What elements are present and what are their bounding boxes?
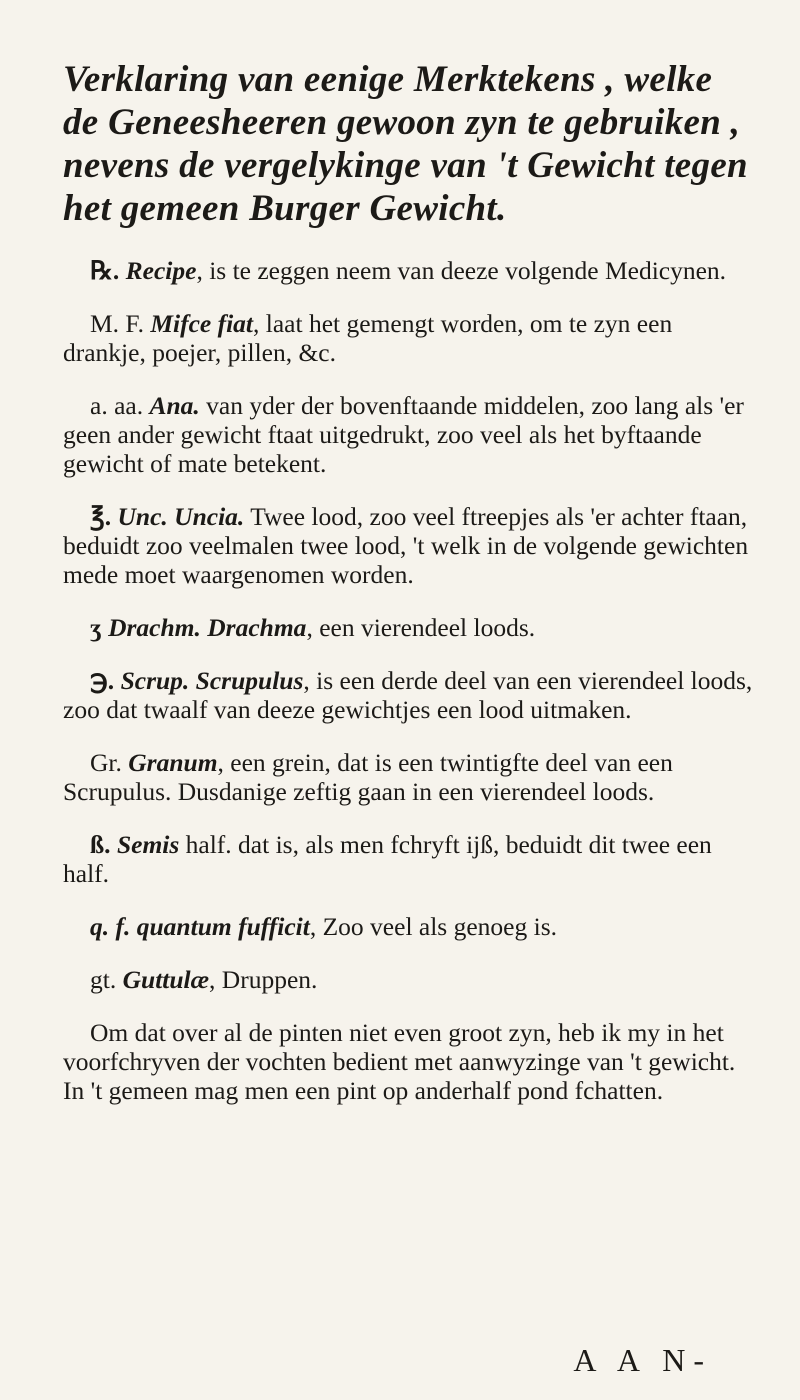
entry-symbol: a. aa. [90,391,144,420]
entry-quantum-sufficit [63,912,760,941]
entry-symbol: gt. [90,965,117,994]
title-line: Verklaring van eenige Merktekens , welke [63,59,713,100]
entry-symbol: ℈. [90,666,115,695]
entry-text: , is een derde deel van een vierendeel loods, zoo dat twaalf van deeze gewichtjes een lood uitmaken. [63,666,753,724]
entry-symbol: q. [90,912,110,941]
entry-term: Drachm. Drachma [108,613,307,642]
entry-recipe [63,256,760,285]
entry-term: Recipe [125,256,197,285]
entry-drachma [63,613,760,642]
title-line: de Geneesheeren gewoon zyn te gebruiken , [63,102,741,143]
entry-scrupulus [63,666,760,724]
entry-term: Guttulæ [122,965,210,994]
entry-guttulae [63,965,760,994]
entry-text: , Zoo veel als genoeg is. [309,912,558,941]
entry-term: Ana. [149,391,200,420]
title-line: nevens de vergelykinge van 't Gewicht tegen [63,145,748,186]
entry-misce-fiat [63,309,760,367]
entry-text: , laat het gemengt worden, om te zyn een drankje, poejer, pillen, &c. [63,309,673,367]
entry-text: van yder der bovenftaande middelen, zoo lang als 'er geen ander gewicht ftaat uitgedrukt, zoo veel als het byftaande gewicht of mate betekent. [63,391,744,478]
entry-symbol: Gr. [90,748,122,777]
entry-symbol: ℞. [90,256,120,285]
entry-symbol: M. F. [90,309,144,338]
entry-granum [63,748,760,806]
closing-paragraph: Om dat over al de pinten niet even groot zyn, heb ik my in het voorfchryven der vochten bedient met aanwyzinge van 't gewicht. In 't gemeen mag men een pint op anderhalf pond fchatten. [63,1018,736,1105]
entry-symbol: ℥. [90,502,112,531]
title-line: het gemeen Burger Gewicht. [63,188,507,229]
entry-symbol: ß. [90,830,111,859]
entry-semis [63,830,760,888]
page-title [63,58,760,230]
entry-text: , Druppen. [209,965,318,994]
catchword: A A N- [573,1342,712,1378]
entry-text: , een grein, dat is een twintigfte deel van een Scrupulus. Dusdanige zeftig gaan in een vierendeel loods. [63,748,673,806]
entry-symbol: ʒ [90,613,102,642]
entry-uncia [63,502,760,589]
entry-text: Twee lood, zoo veel ftreepjes als 'er achter ftaan, beduidt zoo veelmalen twee lood, 't welk in de volgende gewichten mede moet waargenomen worden. [63,502,749,589]
entry-text: , is te zeggen neem van deeze volgende Medicynen. [196,256,727,285]
entry-term: Scrup. Scrupulus [120,666,304,695]
entry-text: half. dat is, als men fchryft ijß, beduidt dit twee een half. [63,830,712,888]
entry-term: Mifce fiat [150,309,254,338]
entry-term: f. quantum fufficit [115,912,310,941]
entry-term: Granum [128,748,218,777]
entry-term: Semis [116,830,180,859]
entry-ana [63,391,760,478]
entry-term: Unc. Uncia. [117,502,245,531]
entry-text: , een vierendeel loods. [306,613,536,642]
